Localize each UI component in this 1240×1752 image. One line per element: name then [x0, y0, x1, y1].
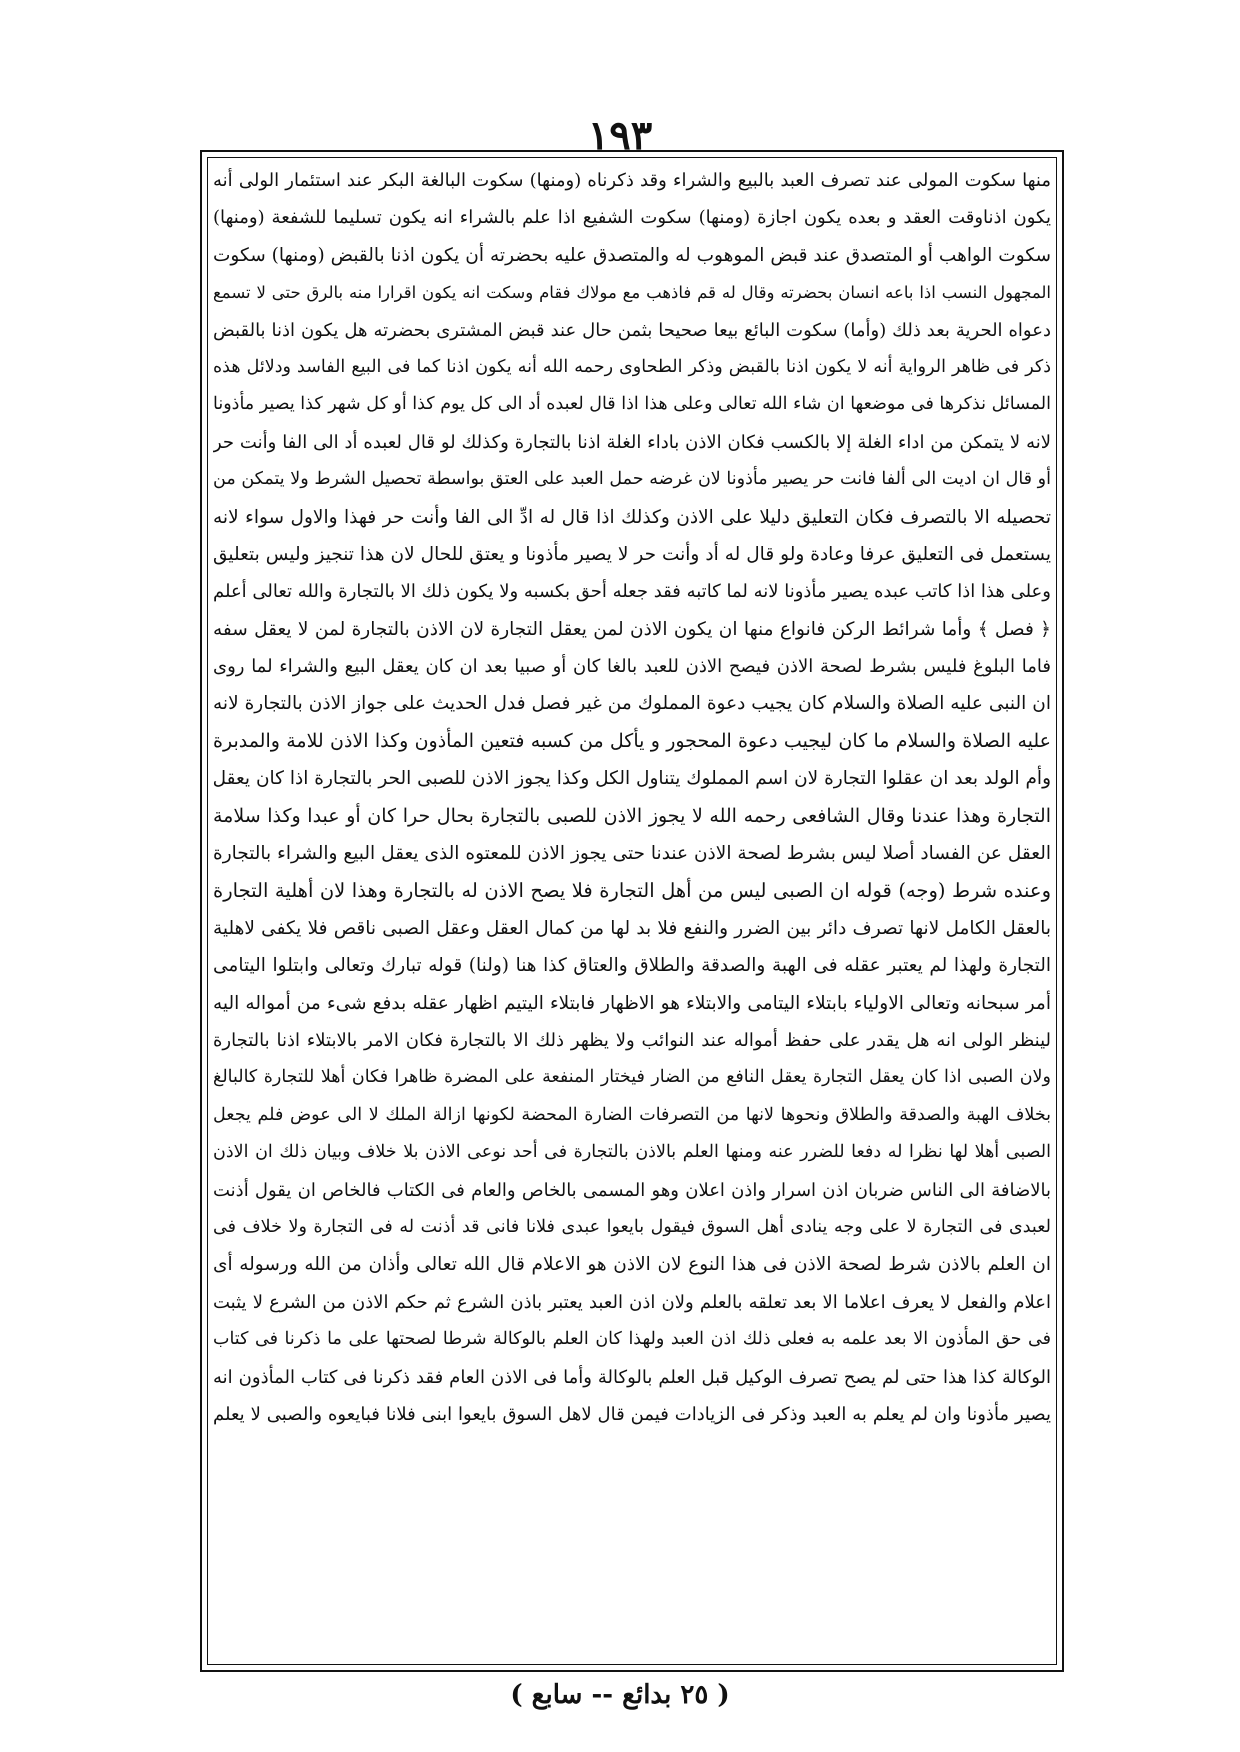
text-line: ذكر فى ظاهر الرواية أنه لا يكون اذنا بالقبض وذكر الطحاوى رحمه الله أنه يكون اذنا كما فى البيع الفاسد ودلائل هذه [213, 356, 1051, 377]
text-line: ان النبى عليه الصلاة والسلام كان يجيب دعوة المملوك من غير فصل فدل الحديث على جواز الاذن بالتجارة لانه [213, 693, 1051, 715]
text-line: تحصيله الا بالتصرف فكان التعليق دليلا على الاذن وكذلك اذا قال له ادِّ الى الفا وأنت حر فهذا والاول سواء لانه [213, 506, 1051, 528]
text-line: اعلام والفعل لا يعرف اعلاما الا بعد تعلقه بالعلم ولان اذن العبد يعتبر باذن الشرع ثم حكم الاذن من الشرع لا يثبت [213, 1291, 1051, 1313]
text-line: دعواه الحرية بعد ذلك (وأما) سكوت البائع بيعا صحيحا بثمن حال عند قبض المشترى بحضرته هل يكون اذنا بالقبض [213, 319, 1051, 341]
text-line: وعلى هذا اذا كاتب عبده يصير مأذونا لانه لما كاتبه فقد جعله أحق بكسبه ولا يكون ذلك الا بالتجارة والله تعالى أعلم [213, 581, 1051, 603]
text-line: بالعقل الكامل لانها تصرف دائر بين الضرر والنفع فلا بد لها من كمال العقل وعقل الصبى ناقص فلا يكفى لاهلية [213, 917, 1051, 939]
text-line: منها سكوت المولى عند تصرف العبد بالبيع والشراء وقد ذكرناه (ومنها) سكوت البالغة البكر عند استئمار الولى أنه [213, 170, 1051, 191]
page-footer: ( ٢٥ بدائع -- سابع ) [510, 1680, 730, 1710]
text-line: لينظر الولى انه هل يقدر على حفظ أمواله عند النوائب ولا يظهر ذلك الا بالتجارة فكان الامر بالابتلاء اذنا بالتجارة [213, 1029, 1051, 1051]
text-line: يكون اذناوقت العقد و بعده يكون اجازة (ومنها) سكوت الشفيع اذا علم بالشراء انه يكون تسليما للشفعة (ومنها) [213, 207, 1051, 229]
text-line: يصير مأذونا وان لم يعلم به العبد وذكر فى الزيادات فيمن قال لاهل السوق بايعوا ابنى فلانا فبايعوه والصبى لا يعلم [213, 1403, 1051, 1425]
text-line: عليه الصلاة والسلام ما كان ليجيب دعوة المحجور و يأكل من كسبه فتعين المأذون وكذا الاذن للامة والمدبرة [213, 729, 1051, 752]
text-line: الصبى أهلا لها نظرا له دفعا للضرر عنه ومنها العلم بالاذن بالتجارة فى أحد نوعى الاذن بلا خلاف وبيان ذلك ان الاذن [213, 1142, 1051, 1163]
text-line: فى حق المأذون الا بعد علمه به فعلى ذلك اذن العبد ولهذا كان العلم بالوكالة شرطا لصحتها على ما ذكرنا فى كتاب [213, 1329, 1051, 1350]
text-line: سكوت الواهب أو المتصدق عند قبض الموهوب له والمتصدق عليه بحضرته أن يكون اذنا بالقبض (ومنها) سكوت [213, 244, 1051, 266]
text-line: يستعمل فى التعليق عرفا وعادة ولو قال له أد وأنت حر لا يصير مأذونا و يعتق للحال لان هذا تنجيز وليس بتعليق [213, 543, 1051, 565]
text-line: ان العلم بالاذن شرط لصحة الاذن فى هذا النوع لان الاذن هو الاعلام قال الله تعالى وأذان من الله ورسوله أى [213, 1254, 1051, 1276]
text-line: المسائل نذكرها فى موضعها ان شاء الله تعالى وعلى هذا اذا قال لعبده أد الى كل يوم كذا أو كل شهر كذا يصير مأذونا [213, 394, 1051, 415]
text-line: لانه لا يتمكن من اداء الغلة إلا بالكسب فكان الاذن باداء الغلة اذنا بالتجارة وكذلك لو قال لعبده أد الى الفا وأنت حر [213, 431, 1051, 453]
text-line: ﴿ فصل ﴾ وأما شرائط الركن فانواع منها ان يكون الاذن لمن يعقل التجارة لان الاذن بالتجارة لمن لا يعقل سفه [213, 618, 1051, 640]
text-line: أو قال ان اديت الى ألفا فانت حر يصير مأذونا لان غرضه حمل العبد على العتق بواسطة تحصيل الشرط ولا يتمكن من [213, 469, 1051, 490]
text-line: العقل عن الفساد أصلا ليس بشرط لصحة الاذن عندنا حتى يجوز الاذن للمعتوه الذى يعقل البيع والشراء بالتجارة [213, 843, 1051, 865]
text-line: فاما البلوغ فليس بشرط لصحة الاذن فيصح الاذن للعبد بالغا كان أو صبيا بعد ان كان يعقل البيع والشراء لما روى [213, 656, 1051, 678]
text-line: المجهول النسب اذا باعه انسان بحضرته وقال له قم فاذهب مع مولاك فقام وسكت انه يكون اقرارا منه بالرق حتى لا تسمع [213, 283, 1051, 303]
text-line: الوكالة كذا هذا حتى لم يصح تصرف الوكيل قبل العلم بالوكالة وأما فى الاذن العام فقد ذكرنا فى كتاب المأذون انه [213, 1366, 1051, 1388]
text-line: التجارة وهذا عندنا وقال الشافعى رحمه الله لا يجوز الاذن للصبى بالتجارة بحال حرا كان أو عبدا وكذا سلامة [213, 804, 1051, 827]
main-text [213, 162, 1051, 1662]
text-line: ولان الصبى اذا كان يعقل التجارة يعقل النافع من الضار فيختار المنفعة على المضرة ظاهرا فكان أهلا للتجارة كالبالغ [213, 1067, 1051, 1088]
text-line: التجارة ولهذا لم يعتبر عقله فى الهبة والصدقة والطلاق والعتاق كذا هنا (ولنا) قوله تبارك وتعالى وابتلوا اليتامى [213, 955, 1051, 977]
text-line: وعنده شرط (وجه) قوله ان الصبى ليس من أهل التجارة فلا يصح الاذن له بالتجارة وهذا لان أهلية التجارة [213, 879, 1051, 903]
text-line: وأم الولد بعد ان عقلوا التجارة لان اسم المملوك يتناول الكل وكذا يجوز الاذن للصبى الحر بالتجارة اذا كان يعقل [213, 768, 1051, 790]
text-line: أمر سبحانه وتعالى الاولياء بابتلاء اليتامى والابتلاء هو الاظهار فابتلاء اليتيم اظهار عقله بدفع شىء من أمواله اليه [213, 992, 1051, 1014]
page-number: ١٩٣ [587, 112, 653, 159]
text-line: بخلاف الهبة والصدقة والطلاق ونحوها لانها من التصرفات الضارة المحضة لكونها ازالة الملك لا الى عوض فلم يجعل [213, 1104, 1051, 1125]
text-line: بالاضافة الى الناس ضربان اذن اسرار واذن اعلان وهو المسمى بالخاص والعام فى الكتاب فالخاص ان يقول أذنت [213, 1179, 1051, 1201]
text-line: لعبدى فى التجارة لا على وجه ينادى أهل السوق فيقول بايعوا عبدى فلانا فانى قد أذنت له فى التجارة ولا خلاف فى [213, 1216, 1051, 1237]
